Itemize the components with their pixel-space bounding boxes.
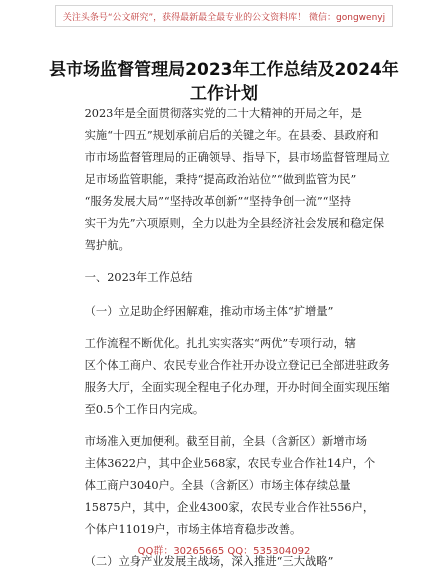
intro-line-7: 驾护航。 [84,239,130,252]
work-process-line-2: 区个体工商户、农民专业合作社开办设立登记已全部进驻政务 [84,359,390,372]
document-title [0,58,448,106]
work-process-paragraph [62,333,392,421]
banner-text: 关注头条号“公文研究”，获得最新最全最专业的公文资料库！ 微信：gongwenyj [62,12,386,23]
market-access-line-2: 主体3622户，其中企业568家，农民专业合作社14户，个 [84,457,376,470]
intro-line-4: 足市场监管职能，秉持“提高政治站位”“做到监管为民” [84,173,357,186]
subheading-2: （二）立身产业发展主战场，深入推进“三大战略” [84,555,334,568]
market-access-line-4: 15875户，其中，企业4300家，农民专业合作社556户， [84,501,375,514]
work-process-line-4: 至0.5个工作日内完成。 [84,403,205,416]
intro-line-2: 实施“十四五”规划承前启后的关键之年。在县委、县政府和 [84,129,379,142]
intro-paragraph [62,103,392,257]
intro-line-5: “服务发展大局”“坚持改革创新”“坚持争创一流”“坚持 [84,195,351,208]
work-process-line-3: 服务大厅，全面实现全程电子化办理，开办时间全面实现压缩 [84,381,390,394]
section-heading-1: 一、2023年工作总结 [84,271,193,284]
footer-contact: QQ群：30265665 QQ：535304092 [137,546,311,557]
market-access-line-3: 体工商户3040户。全县（含新区）市场主体存续总量 [84,479,351,492]
title-line-1: 县市场监督管理局2023年工作总结及2024年 [49,60,399,80]
intro-line-6: 实干为先”六项原则，全力以赴为全县经济社会发展和稳定保 [84,217,385,230]
work-process-line-1: 工作流程不断优化。扎扎实实落实“两优”专项行动，辖 [84,337,356,350]
document-body [62,103,392,580]
top-banner [55,5,393,27]
intro-line-1: 2023年是全面贯彻落实党的二十大精神的开局之年，是 [84,107,362,120]
market-access-line-5: 个体户11019户，市场主体培育稳步改善。 [84,523,302,536]
subheading-1: （一）立足助企纾困解难，推动市场主体“扩增量” [84,305,334,318]
market-access-line-1: 市场准入更加便利。截至目前，全县（含新区）新增市场 [84,435,368,448]
intro-line-3: 市市场监督管理局的正确领导、指导下，县市场监督管理局立 [84,151,390,164]
market-access-paragraph [62,431,392,541]
title-line-2: 工作计划 [190,84,258,104]
